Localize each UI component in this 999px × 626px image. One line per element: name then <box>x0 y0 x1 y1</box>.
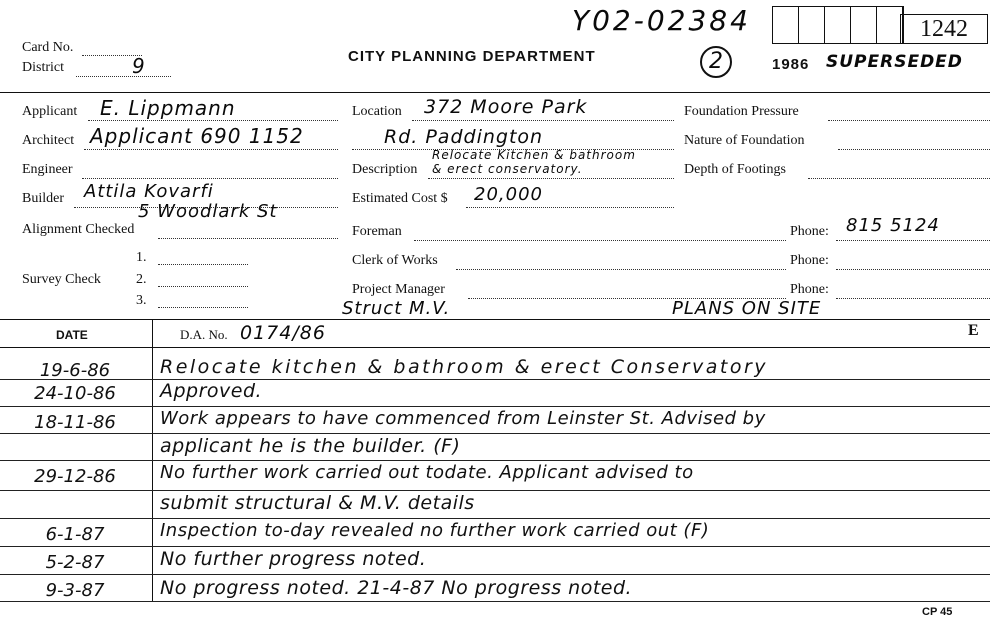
foundation-pressure-label: Foundation Pressure <box>684 104 799 119</box>
phone-value: 815 5124 <box>846 215 940 236</box>
row-text: Approved. <box>160 380 263 402</box>
reference-number: Y02-02384 <box>572 4 751 37</box>
estimated-cost-label: Estimated Cost $ <box>352 191 448 206</box>
project-manager-label: Project Manager <box>352 282 445 297</box>
phone-label-2: Phone: <box>790 253 829 268</box>
architect-value: Applicant 690 1152 <box>90 124 304 148</box>
corner-mark: E <box>968 322 979 339</box>
applicant-value: E. Lippmann <box>100 96 236 120</box>
district-value: 9 <box>132 54 146 78</box>
builder-value: Attila Kovarfi <box>84 181 214 202</box>
row-text: No progress noted. 21-4-87 No progress noted. <box>160 577 633 599</box>
row-date: 29-12-86 <box>34 466 116 487</box>
struct-note: Struct M.V. <box>342 298 451 319</box>
district-label: District <box>22 60 64 75</box>
row-text: No further work carried out todate. Applicant advised to <box>160 462 694 483</box>
row-date: 18-11-86 <box>34 412 116 433</box>
clerk-of-works-label: Clerk of Works <box>352 253 438 268</box>
location-value: 372 Moore Park <box>424 96 588 118</box>
location-label: Location <box>352 104 402 119</box>
card-number-boxes <box>772 6 904 44</box>
applicant-label: Applicant <box>22 104 78 119</box>
description-label: Description <box>352 162 418 177</box>
nature-foundation-label: Nature of Foundation <box>684 133 805 148</box>
row-text: No further progress noted. <box>160 548 427 570</box>
survey-item-3: 3. <box>136 293 147 308</box>
estimated-cost-value: 20,000 <box>474 184 543 205</box>
builder-label: Builder <box>22 191 64 206</box>
department-title: CITY PLANNING DEPARTMENT <box>348 48 596 65</box>
da-number-value: 0174/86 <box>240 322 326 344</box>
row-date: 5-2-87 <box>45 552 105 573</box>
architect-label: Architect <box>22 133 75 148</box>
row-date: 19-6-86 <box>39 360 111 381</box>
circled-number: 2 <box>700 46 732 78</box>
table-top-border <box>0 319 990 320</box>
location-value-2: Rd. Paddington <box>384 126 544 148</box>
row-text: submit structural & M.V. details <box>160 492 475 514</box>
row-date: 24-10-86 <box>34 383 116 404</box>
row-date: 9-3-87 <box>45 580 105 601</box>
year: 1986 <box>772 56 810 73</box>
form-code: CP 45 <box>922 606 953 618</box>
superseded-stamp: SUPERSEDED <box>826 52 963 72</box>
alignment-checked-label: Alignment Checked <box>22 222 135 237</box>
district-line <box>76 76 171 77</box>
row-text: Work appears to have commenced from Leinster St. Advised by <box>160 408 766 429</box>
header-divider <box>0 92 990 93</box>
plans-on-site-note: PLANS ON SITE <box>672 298 822 319</box>
builder-address: 5 Woodlark St <box>138 201 278 222</box>
survey-item-1: 1. <box>136 250 147 265</box>
survey-item-2: 2. <box>136 272 147 287</box>
description-value: Relocate Kitchen & bathroom <box>432 148 636 162</box>
depth-footings-label: Depth of Footings <box>684 162 786 177</box>
foreman-label: Foreman <box>352 224 402 239</box>
survey-check-label: Survey Check <box>22 272 101 287</box>
row-text: Relocate kitchen & bathroom & erect Conservatory <box>160 356 769 378</box>
card-number: 1242 <box>900 14 988 44</box>
row-text: applicant he is the builder. (F) <box>160 435 461 457</box>
phone-label-3: Phone: <box>790 282 829 297</box>
phone-label-1: Phone: <box>790 224 829 239</box>
description-value-2: & erect conservatory. <box>432 162 583 176</box>
card-no-label: Card No. <box>22 40 74 55</box>
date-header: DATE <box>56 328 88 342</box>
da-number-label: D.A. No. <box>180 327 228 342</box>
row-text: Inspection to-day revealed no further work carried out (F) <box>160 520 710 541</box>
row-date: 6-1-87 <box>45 524 105 545</box>
engineer-label: Engineer <box>22 162 73 177</box>
table-header-border <box>0 347 990 348</box>
